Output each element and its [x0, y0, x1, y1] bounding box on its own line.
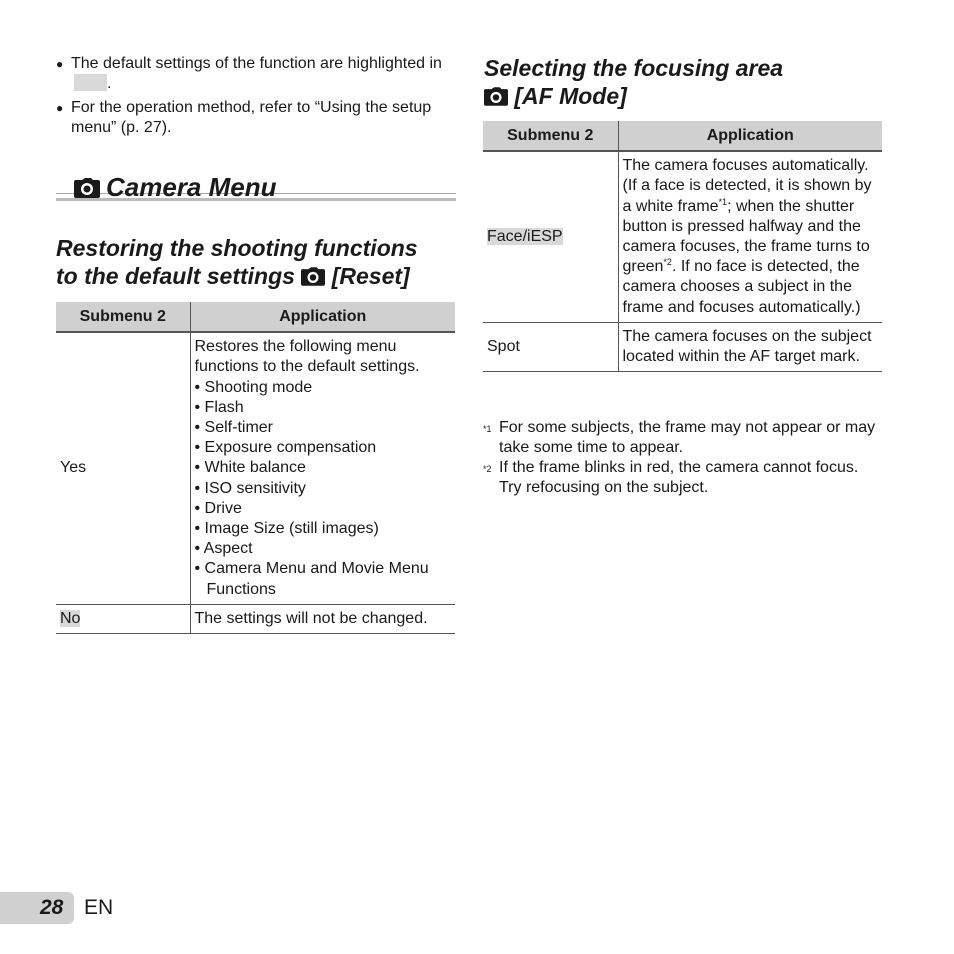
camera-icon [301, 267, 325, 286]
bullet-icon: ● [56, 101, 64, 115]
page-number: 28 [40, 896, 64, 919]
list-item: • Self-timer [194, 419, 273, 437]
note-item: ● For the operation method, refer to “Using the setup menu” (p. 27). [56, 99, 432, 136]
footnotes [483, 418, 883, 498]
footnote: *1 For some subjects, the frame may not appear or may take some time to appear. [483, 419, 876, 456]
af-section-title: Selecting the focusing area [AF Mode] [484, 55, 784, 109]
application-cell: The camera focuses on the subject located within the AF target mark. [618, 322, 882, 371]
table-row [56, 604, 455, 633]
bullet-icon: ● [56, 57, 64, 71]
reset-section-title: Restoring the shooting functions to the default settings [Reset] [56, 235, 418, 289]
option-cell [56, 604, 190, 633]
table-header-row [483, 121, 882, 151]
option-cell: Spot [483, 322, 618, 371]
list-item: • ISO sensitivity [194, 479, 306, 497]
camera-icon [74, 178, 100, 198]
option-cell: Yes [56, 332, 190, 604]
list-item: • Exposure compensation [194, 439, 377, 457]
highlight-swatch [74, 74, 107, 91]
table-header-row [56, 302, 455, 332]
application-cell: Restores the following menu functions to the default settings. • Shooting mode • Flash • Self-timer • Exposure compensation • White balance • ISO sensitivity • Drive • Image Size (still images) • Aspect • Camera Menu and Movie Menu Functions [190, 332, 455, 604]
camera-icon [484, 87, 508, 106]
chapter-heading [56, 172, 456, 202]
default-highlight: Face/iESP [487, 227, 563, 245]
table-row [56, 332, 455, 604]
notes-list [56, 54, 456, 142]
application-cell: The settings will not be changed. [190, 604, 455, 633]
option-cell [483, 151, 618, 322]
note-item: ● The default settings of the function are highlighted in . [56, 55, 442, 92]
list-item: • Image Size (still images) [194, 520, 379, 538]
list-item: • Shooting mode [194, 378, 313, 396]
list-item: • Camera Menu and Movie Menu Functions [194, 560, 429, 598]
af-mode-table [483, 121, 882, 372]
list-item: • Aspect [194, 540, 253, 558]
default-highlight: No [60, 609, 81, 627]
reset-table [56, 302, 455, 634]
column-header: Application [618, 121, 882, 151]
list-item: • Drive [194, 499, 242, 517]
list-item: • White balance [194, 459, 306, 477]
table-row [483, 151, 882, 322]
chapter-title: Camera Menu [74, 172, 277, 203]
language-label: EN [84, 896, 114, 919]
list-item: • Flash [194, 398, 244, 416]
table-row [483, 322, 882, 371]
application-cell: The camera focuses automatically. (If a face is detected, it is shown by a white frame$^{*1}$; when the shutter button is pressed halfway and the camera focuses, the frame turns to green$^{*2}$. If no face is detected, the camera chooses a subject in the frame and focuses automatically.) [618, 151, 882, 322]
footnote: *2 If the frame blinks in red, the camera cannot focus. Try refocusing on the subject. [483, 459, 859, 496]
column-header: Submenu 2 [483, 121, 618, 151]
column-header: Application [190, 302, 455, 332]
column-header: Submenu 2 [56, 302, 190, 332]
